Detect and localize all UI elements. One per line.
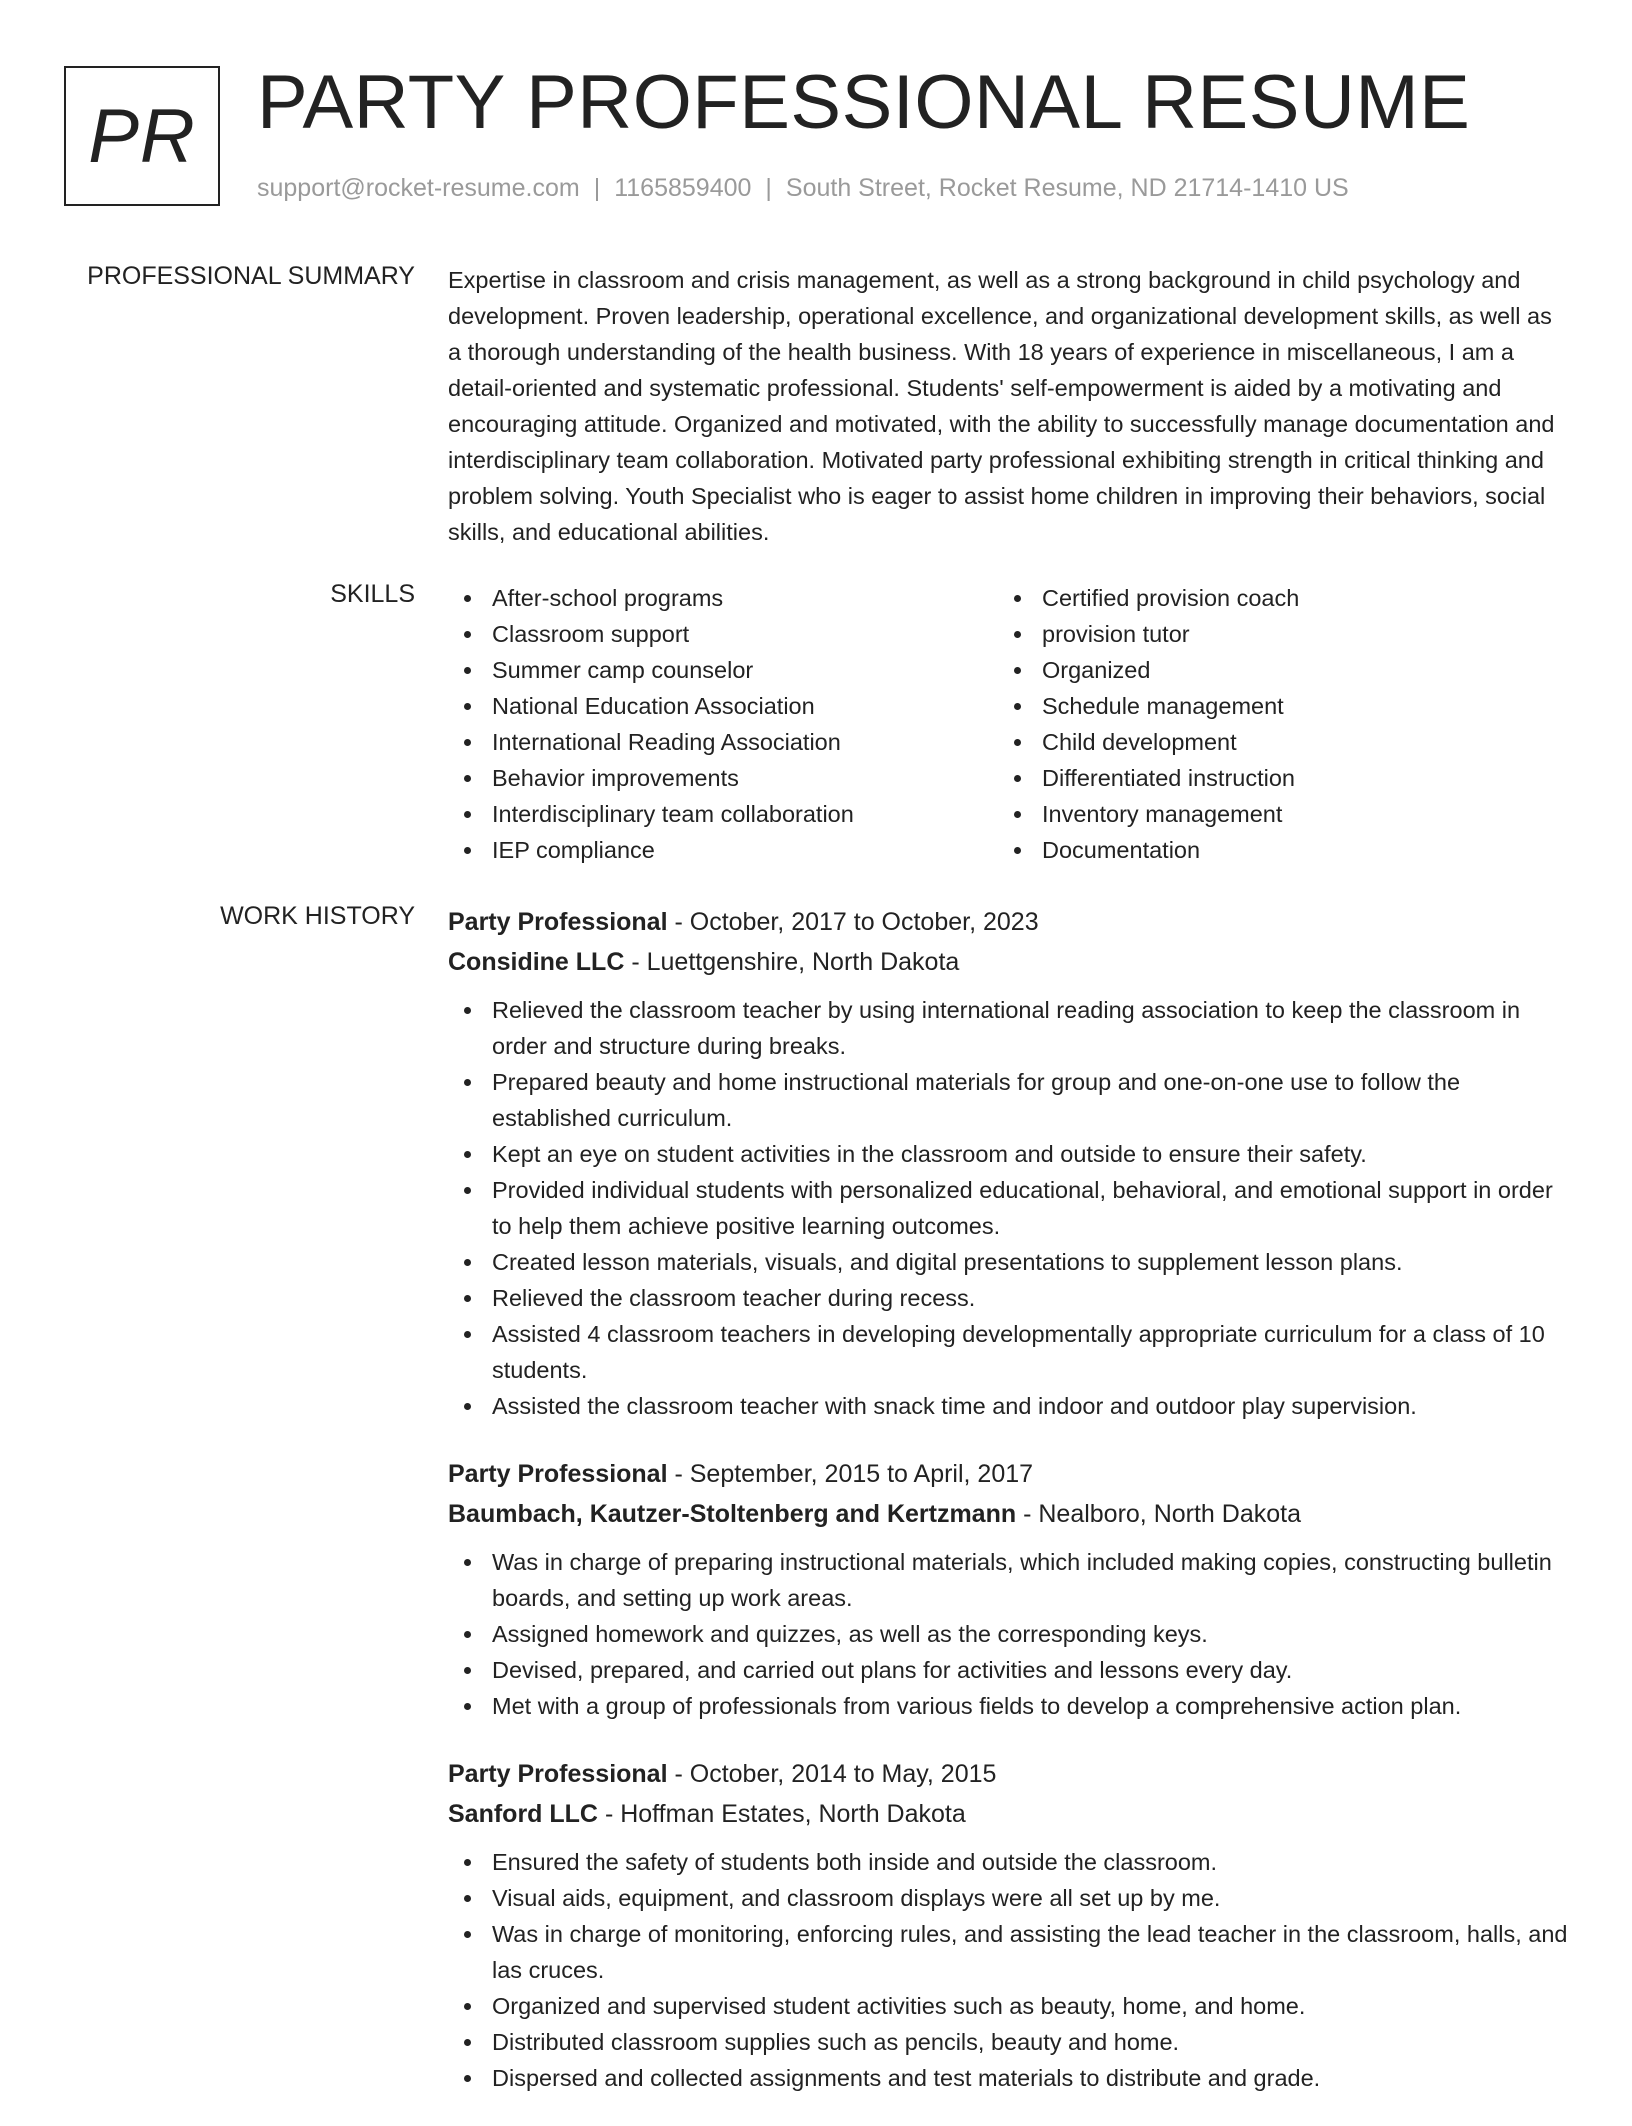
job-bullet: Relieved the classroom teacher during recess. xyxy=(448,1280,1568,1316)
skill-item: National Education Association xyxy=(448,688,998,724)
contact-separator: | xyxy=(593,174,601,202)
skill-item: Differentiated instruction xyxy=(998,760,1548,796)
contact-phone: 1165859400 xyxy=(614,174,752,202)
job-dates: - October, 2017 to October, 2023 xyxy=(667,908,1039,936)
job-entry xyxy=(448,1754,1568,2096)
skill-item: Organized xyxy=(998,652,1548,688)
job-bullet: Met with a group of professionals from various fields to develop a comprehensive action plan. xyxy=(448,1688,1568,1724)
skill-item: Certified provision coach xyxy=(998,580,1548,616)
job-title: Party Professional xyxy=(448,1460,668,1488)
job-dates: - October, 2014 to May, 2015 xyxy=(667,1760,997,1788)
job-bullet: Prepared beauty and home instructional materials for group and one-on-one use to follow the established curriculum. xyxy=(448,1064,1568,1136)
skills-list-left xyxy=(448,580,998,868)
job-title-line xyxy=(448,1454,1568,1494)
summary-text: Expertise in classroom and crisis management, as well as a strong background in child psychology and development. Proven leadership, operational excellence, and organizational development skills, as well as a thorough understanding of the health business. With 18 years of experience in miscellaneous, I am a detail-oriented and systematic professional. Students' self-empowerment is aided by a motivating and encouraging attitude. Organized and motivated, with the ability to successfully manage documentation and interdisciplinary team collaboration. Motivated party professional exhibiting strength in critical thinking and problem solving. Youth Specialist who is eager to assist home children in improving their behaviors, social skills, and educational abilities. xyxy=(448,267,1555,545)
contact-email: support@rocket-resume.com xyxy=(257,174,580,202)
skills-heading: SKILLS xyxy=(330,580,415,608)
job-title-line xyxy=(448,902,1568,942)
job-company: Baumbach, Kautzer-Stoltenberg and Kertzmann xyxy=(448,1500,1017,1528)
job-bullet: Assisted the classroom teacher with snack time and indoor and outdoor play supervision. xyxy=(448,1388,1568,1424)
job-company-line xyxy=(448,1794,1568,1834)
job-bullets xyxy=(448,992,1568,1424)
skills-body xyxy=(448,580,1568,868)
skill-item: IEP compliance xyxy=(448,832,998,868)
work-heading: WORK HISTORY xyxy=(220,902,415,930)
job-entry xyxy=(448,1454,1568,1724)
skill-item: Child development xyxy=(998,724,1548,760)
job-title: Party Professional xyxy=(448,908,668,936)
contact-separator: | xyxy=(765,174,772,202)
job-entry xyxy=(448,902,1568,1424)
work-body xyxy=(448,902,1568,2126)
job-company-line xyxy=(448,942,1568,982)
skills-list-right xyxy=(998,580,1548,868)
job-dates: - September, 2015 to April, 2017 xyxy=(667,1460,1034,1488)
skill-item: International Reading Association xyxy=(448,724,998,760)
job-bullet: Dispersed and collected assignments and test materials to distribute and grade. xyxy=(448,2060,1568,2096)
skill-item: Documentation xyxy=(998,832,1548,868)
job-bullet: Was in charge of monitoring, enforcing rules, and assisting the lead teacher in the classroom, halls, and las cruces. xyxy=(448,1916,1568,1988)
job-bullet: Ensured the safety of students both inside and outside the classroom. xyxy=(448,1844,1568,1880)
job-company: Considine LLC xyxy=(448,948,625,976)
job-bullet: Kept an eye on student activities in the classroom and outside to ensure their safety. xyxy=(448,1136,1568,1172)
skill-item: Schedule management xyxy=(998,688,1548,724)
job-company-line xyxy=(448,1494,1568,1534)
contact-line xyxy=(257,174,1349,203)
skill-item: Behavior improvements xyxy=(448,760,998,796)
job-bullet: Relieved the classroom teacher by using international reading association to keep the classroom in order and structure during breaks. xyxy=(448,992,1568,1064)
summary-heading: PROFESSIONAL SUMMARY xyxy=(87,262,415,290)
summary-body xyxy=(448,262,1568,550)
skill-item: Inventory management xyxy=(998,796,1548,832)
job-bullets xyxy=(448,1544,1568,1724)
contact-address: South Street, Rocket Resume, ND 21714-1410 US xyxy=(785,174,1349,202)
job-title-line xyxy=(448,1754,1568,1794)
job-bullets xyxy=(448,1844,1568,2096)
resume-title: PARTY PROFESSIONAL RESUME xyxy=(257,60,1471,145)
initials-monogram: PR xyxy=(64,66,220,206)
job-bullet: Provided individual students with personalized educational, behavioral, and emotional support in order to help them achieve positive learning outcomes. xyxy=(448,1172,1568,1244)
skill-item: Summer camp counselor xyxy=(448,652,998,688)
job-bullet: Distributed classroom supplies such as pencils, beauty and home. xyxy=(448,2024,1568,2060)
job-company: Sanford LLC xyxy=(448,1800,598,1828)
job-bullet: Devised, prepared, and carried out plans for activities and lessons every day. xyxy=(448,1652,1568,1688)
skill-item: provision tutor xyxy=(998,616,1548,652)
job-location: - Hoffman Estates, North Dakota xyxy=(598,1800,966,1828)
job-title: Party Professional xyxy=(448,1760,668,1788)
job-bullet: Assisted 4 classroom teachers in developing developmentally appropriate curriculum for a class of 10 students. xyxy=(448,1316,1568,1388)
job-bullet: Assigned homework and quizzes, as well as the corresponding keys. xyxy=(448,1616,1568,1652)
job-location: - Nealboro, North Dakota xyxy=(1016,1500,1301,1528)
job-bullet: Was in charge of preparing instructional materials, which included making copies, constructing bulletin boards, and setting up work areas. xyxy=(448,1544,1568,1616)
job-bullet: Visual aids, equipment, and classroom displays were all set up by me. xyxy=(448,1880,1568,1916)
job-bullet: Created lesson materials, visuals, and digital presentations to supplement lesson plans. xyxy=(448,1244,1568,1280)
job-bullet: Organized and supervised student activities such as beauty, home, and home. xyxy=(448,1988,1568,2024)
skill-item: After-school programs xyxy=(448,580,998,616)
skill-item: Classroom support xyxy=(448,616,998,652)
skill-item: Interdisciplinary team collaboration xyxy=(448,796,998,832)
job-location: - Luettgenshire, North Dakota xyxy=(624,948,960,976)
